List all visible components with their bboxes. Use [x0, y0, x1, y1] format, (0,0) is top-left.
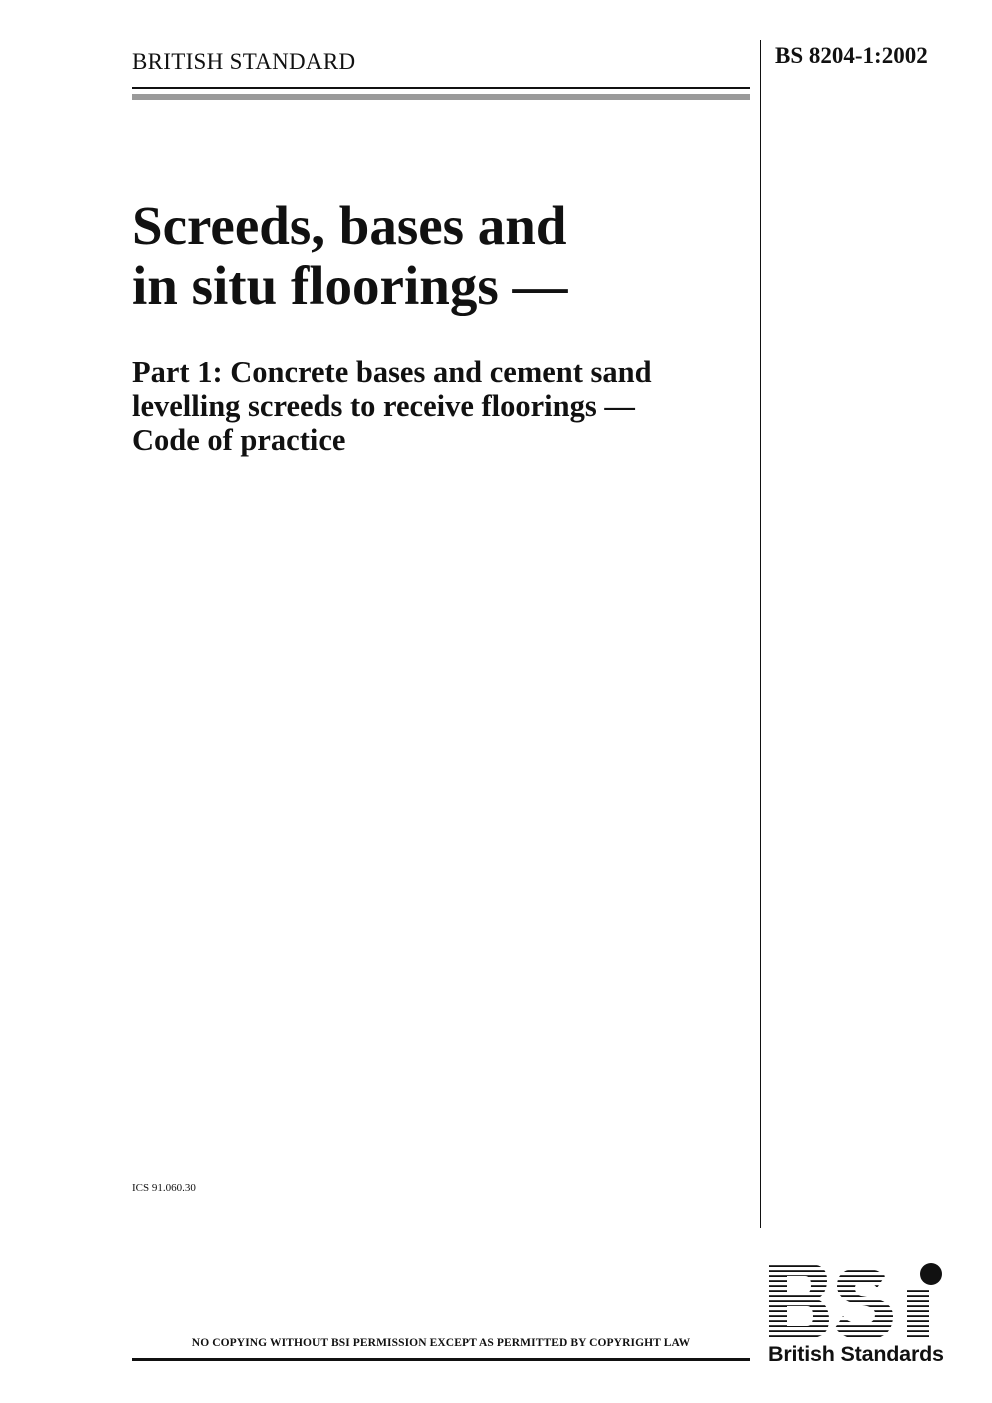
copyright-notice: NO COPYING WITHOUT BSI PERMISSION EXCEPT AS PERMITTED BY COPYRIGHT LAW: [191, 1337, 691, 1349]
logo-tagline: British Standards: [768, 1342, 944, 1366]
subtitle-line-1: Part 1: Concrete bases and cement sand: [132, 355, 652, 389]
footer-rule: [132, 1358, 750, 1361]
margin-vertical-rule: [760, 40, 761, 1228]
document-title: [132, 196, 747, 316]
header-rule-thin: [132, 87, 750, 89]
header-rule-thick: [132, 94, 750, 100]
title-line-2: in situ floorings —: [132, 255, 568, 316]
document-number: BS 8204-1:2002: [775, 43, 928, 68]
header-label: BRITISH STANDARD: [132, 49, 356, 74]
ics-code: ICS 91.060.30: [132, 1182, 196, 1194]
document-subtitle: [132, 355, 752, 457]
subtitle-line-3: Code of practice: [132, 423, 346, 457]
subtitle-line-2: levelling screeds to receive floorings —: [132, 389, 635, 423]
title-line-1: Screeds, bases and: [132, 195, 567, 256]
